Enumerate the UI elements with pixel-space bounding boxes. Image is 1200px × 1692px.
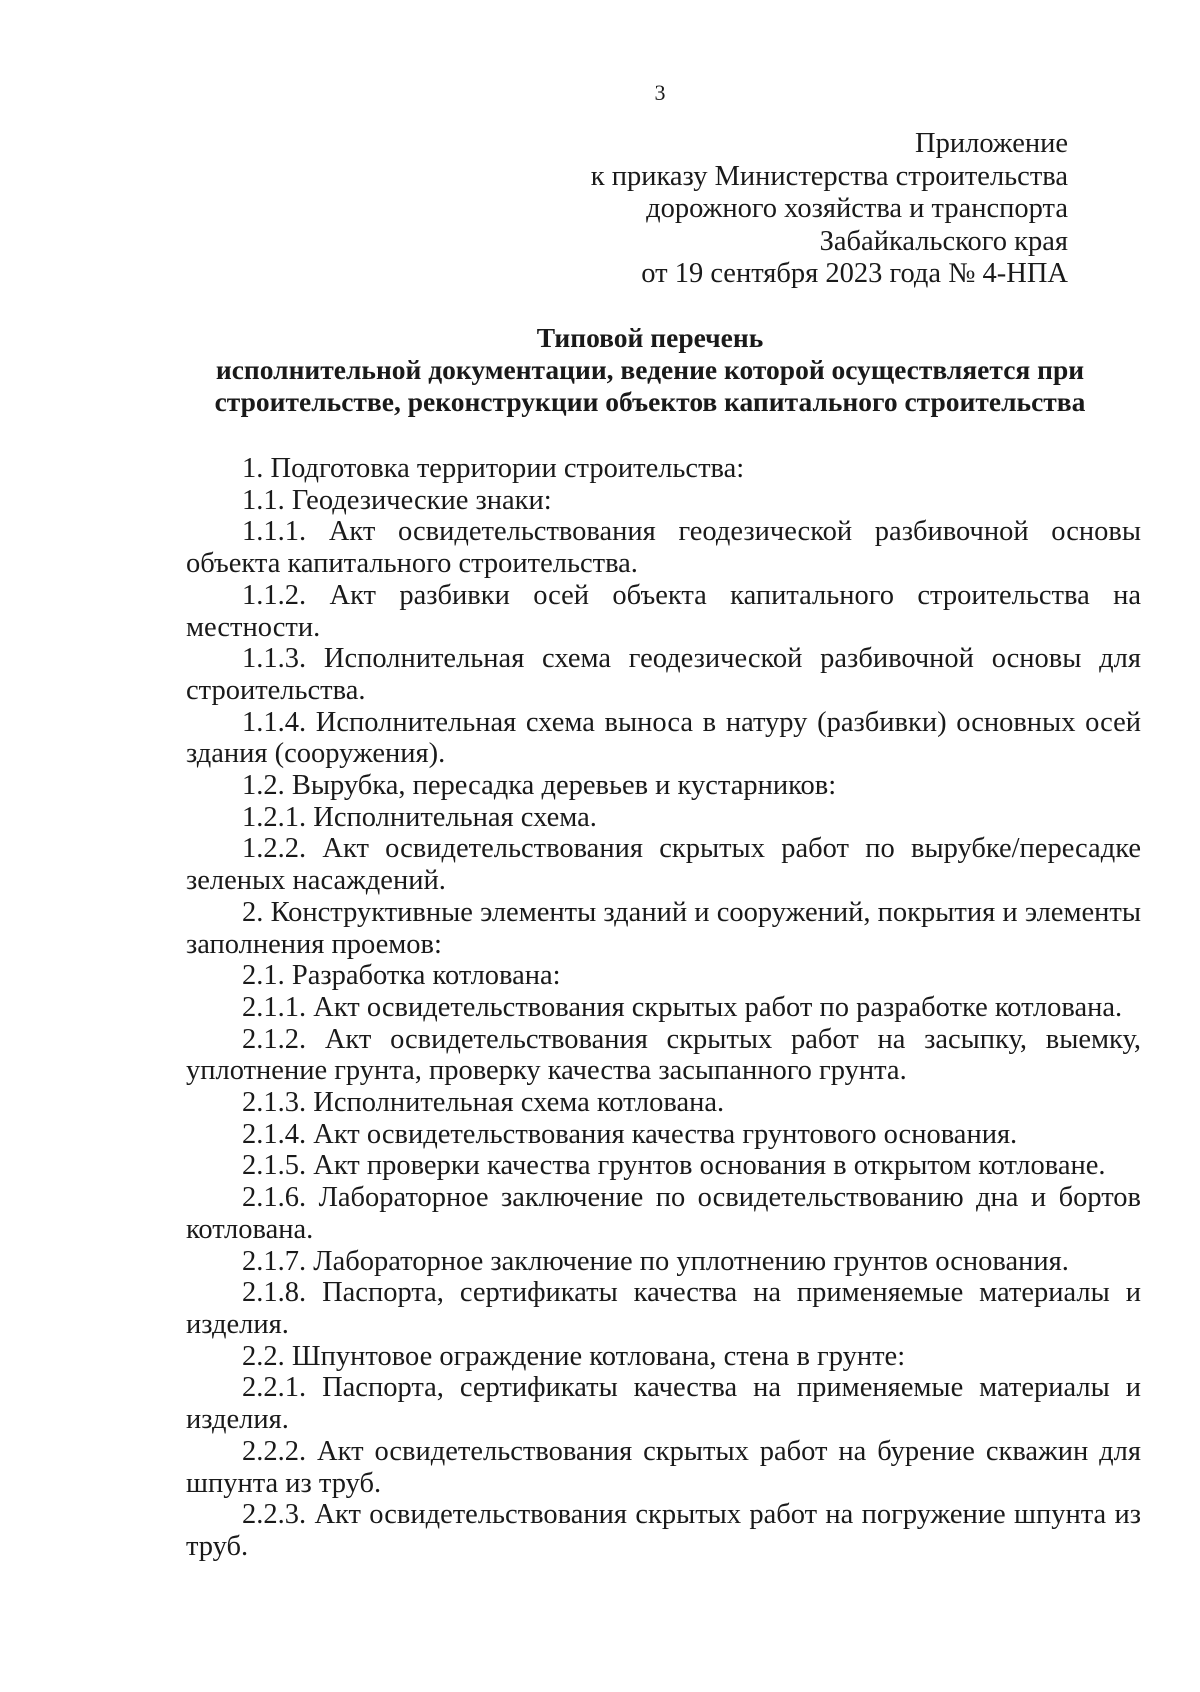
heading-subtitle-line: исполнительной документации, ведение которой осуществляется при	[215, 354, 1085, 385]
list-item: 2.2.1. Паспорта, сертификаты качества на применяемые материалы и изделия.	[186, 1372, 1141, 1436]
document-body	[186, 453, 1141, 1563]
list-item: 2.1.5. Акт проверки качества грунтов основания в открытом котловане.	[242, 1150, 1106, 1182]
annex-line: Забайкальского края	[819, 225, 1068, 257]
annex-block	[428, 128, 1068, 291]
list-item: 2.1.7. Лабораторное заключение по уплотнению грунтов основания.	[242, 1245, 1069, 1277]
list-item: 2. Конструктивные элементы зданий и сооружений, покрытия и элементы заполнения проемов:	[186, 896, 1141, 960]
list-item: 2.1.1. Акт освидетельствования скрытых работ по разработке котлована.	[242, 991, 1123, 1023]
list-item: 2.2.2. Акт освидетельствования скрытых работ на бурение скважин для шпунта из труб.	[186, 1435, 1141, 1499]
page-number: 3	[654, 80, 666, 105]
list-item: 2.1. Разработка котлована:	[242, 960, 561, 992]
list-item: 2.1.4. Акт освидетельствования качества грунтового основания.	[242, 1118, 1018, 1150]
list-item: 2.2. Шпунтовое ограждение котлована, стена в грунте:	[242, 1340, 906, 1372]
document-heading	[170, 322, 1130, 418]
annex-line: от 19 сентября 2023 года № 4-НПА	[641, 258, 1068, 289]
list-item: 1.1. Геодезические знаки:	[242, 484, 552, 516]
annex-line: Приложение	[915, 128, 1068, 159]
list-item: 1. Подготовка территории строительства:	[242, 453, 745, 484]
annex-line: дорожного хозяйства и транспорта	[646, 193, 1068, 224]
list-item: 1.2.2. Акт освидетельствования скрытых работ по вырубке/пересадке зеленых насаждений.	[186, 833, 1141, 897]
list-item: 1.1.4. Исполнительная схема выноса в натуру (разбивки) основных осей здания (сооружения).	[186, 706, 1141, 770]
list-item: 1.1.3. Исполнительная схема геодезической разбивочной основы для строительства.	[186, 643, 1141, 706]
list-item: 2.1.3. Исполнительная схема котлована.	[242, 1087, 725, 1119]
list-item: 2.1.6. Лабораторное заключение по освидетельствованию дна и бортов котлована.	[186, 1182, 1141, 1245]
list-item: 1.2.1. Исполнительная схема.	[242, 801, 597, 833]
list-item: 1.1.1. Акт освидетельствования геодезической разбивочной основы объекта капитального строительства.	[186, 516, 1141, 580]
heading-title: Типовой перечень	[536, 322, 764, 353]
list-item: 2.1.8. Паспорта, сертификаты качества на применяемые материалы и изделия.	[186, 1277, 1141, 1340]
list-item: 2.2.3. Акт освидетельствования скрытых работ на погружение шпунта из труб.	[186, 1499, 1141, 1562]
heading-subtitle-line: строительстве, реконструкции объектов капитального строительства	[214, 386, 1086, 417]
list-item: 2.1.2. Акт освидетельствования скрытых работ на засыпку, выемку, уплотнение грунта, проверку качества засыпанного грунта.	[186, 1023, 1141, 1087]
annex-line: к приказу Министерства строительства	[590, 160, 1068, 192]
list-item: 1.1.2. Акт разбивки осей объекта капитального строительства на местности.	[186, 579, 1141, 643]
list-item: 1.2. Вырубка, пересадка деревьев и кустарников:	[242, 770, 837, 802]
